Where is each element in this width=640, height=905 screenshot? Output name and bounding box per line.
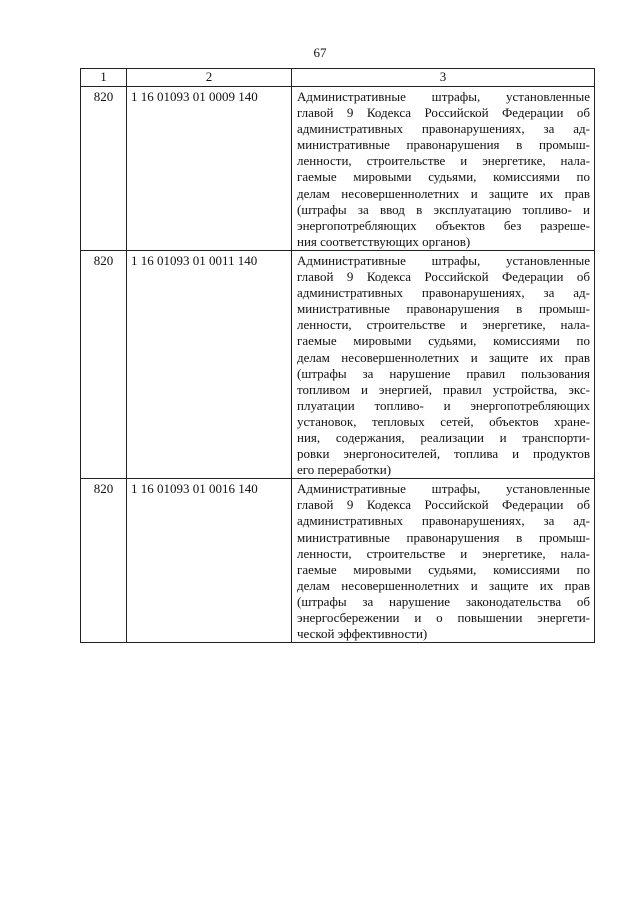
header-col-2: 2 xyxy=(127,69,292,87)
budget-classification-code-cell: 1 16 01093 01 0011 140 xyxy=(127,250,292,478)
description-line: энергосбережении и о повышении энергети- xyxy=(297,610,590,625)
description-line: ровки энергоносителей, топлива и продуктов xyxy=(297,446,590,462)
description-line: делам несовершеннолетних и защите их прав xyxy=(297,577,590,593)
header-col-1: 1 xyxy=(81,69,127,87)
header-col-3: 3 xyxy=(292,69,595,87)
admin-code-cell: 820 xyxy=(81,479,127,643)
description-line: энергопотребляющих объектов без разреше- xyxy=(297,217,590,233)
description-cell xyxy=(292,479,595,643)
admin-code-cell: 820 xyxy=(81,87,127,251)
description-line: делам несовершеннолетних и защите их прав xyxy=(297,349,590,365)
description-line: Административные штрафы, установленные xyxy=(297,252,590,268)
table-row xyxy=(81,87,595,251)
description-line: ленности, строительстве и энергетике, нала- xyxy=(297,317,590,333)
description-line: делам несовершеннолетних и защите их прав xyxy=(297,185,590,201)
description-line: топливом и энергией, правил устройства, экс- xyxy=(297,381,590,397)
description-line: министративные правонарушения в промыш- xyxy=(297,529,590,545)
budget-classification-code-cell: 1 16 01093 01 0016 140 xyxy=(127,479,292,643)
table-row xyxy=(81,250,595,478)
description-line: гаемые мировыми судьями, комиссиями по xyxy=(297,169,590,185)
description-line: министративные правонарушения в промыш- xyxy=(297,137,590,153)
description-line: Административные штрафы, установленные xyxy=(297,481,590,497)
description-line: административных правонарушениях, за ад- xyxy=(297,121,590,137)
admin-code-cell: 820 xyxy=(81,250,127,478)
budget-codes-table xyxy=(80,68,595,643)
description-cell xyxy=(292,250,595,478)
description-line: Административные штрафы, установленные xyxy=(297,89,590,104)
header-row xyxy=(81,69,595,87)
description-line: главой 9 Кодекса Российской Федерации об xyxy=(297,497,590,513)
description-line: главой 9 Кодекса Российской Федерации об xyxy=(297,269,590,285)
description-line: его переработки) xyxy=(297,462,392,478)
description-line: ческой эффективности) xyxy=(297,626,428,642)
budget-classification-code-cell: 1 16 01093 01 0009 140 xyxy=(127,87,292,251)
description-line: плуатации топливо- и энергопотребляющих xyxy=(297,397,590,413)
description-line: административных правонарушениях, за ад- xyxy=(297,285,590,301)
description-line: установок, тепловых сетей, объектов хране- xyxy=(297,413,590,429)
page-number: 67 xyxy=(313,45,327,60)
description-line: министративные правонарушения в промыш- xyxy=(297,301,590,317)
description-line: ния, содержания, реализации и транспорти- xyxy=(297,429,590,445)
description-line: (штрафы за нарушение законодательства об xyxy=(297,593,590,609)
description-line: ленности, строительстве и энергетике, нала- xyxy=(297,153,590,169)
description-line: главой 9 Кодекса Российской Федерации об xyxy=(297,105,590,121)
description-line: (штрафы за ввод в эксплуатацию топливо- и xyxy=(297,201,590,217)
description-line: (штрафы за нарушение правил пользования xyxy=(297,365,590,381)
description-line: ленности, строительстве и энергетике, нала- xyxy=(297,545,590,561)
description-line: административных правонарушениях, за ад- xyxy=(297,513,590,529)
description-line: гаемые мировыми судьями, комиссиями по xyxy=(297,333,590,349)
description-line: ния соответствующих органов) xyxy=(297,233,471,249)
description-cell xyxy=(292,87,595,251)
description-line: гаемые мировыми судьями, комиссиями по xyxy=(297,561,590,577)
table-row xyxy=(81,479,595,643)
